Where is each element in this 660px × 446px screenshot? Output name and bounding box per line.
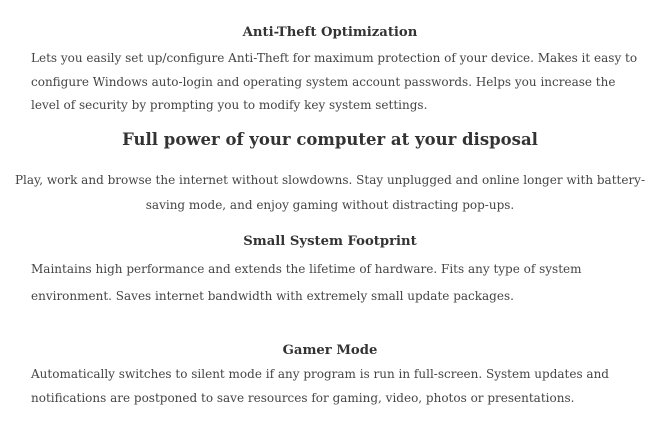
footprint-description: Maintains high performance and extends the lifetime of hardware. Fits any type of system environment. Saves internet bandwidth with extremely small update packages. (31, 262, 582, 303)
full-power-heading: Full power of your computer at your disposal (122, 130, 538, 149)
gamer-mode-heading: Gamer Mode (282, 343, 378, 358)
full-power-description: Play, work and browse the internet without slowdowns. Stay unplugged and online longer with battery-saving mode, and enjoy gaming without distracting pop-ups. (14, 173, 646, 212)
gamer-mode-description: Automatically switches to silent mode if any program is run in full-screen. System updates and notifications are postponed to save resources for gaming, video, photos or presentations. (31, 367, 609, 405)
anti-theft-description: Lets you easily set up/configure Anti-Theft for maximum protection of your device. Makes it easy to configure Windows auto-login and operating system account passwords. Helps you increase the level of security by prompting you to modify key system settings. (31, 51, 638, 112)
gamer-mode-section (0, 342, 660, 410)
full-power-section (0, 129, 660, 218)
anti-theft-heading: Anti-Theft Optimization (242, 25, 418, 40)
footprint-section (0, 233, 660, 310)
footprint-heading: Small System Footprint (243, 234, 417, 249)
anti-theft-section (0, 24, 660, 118)
